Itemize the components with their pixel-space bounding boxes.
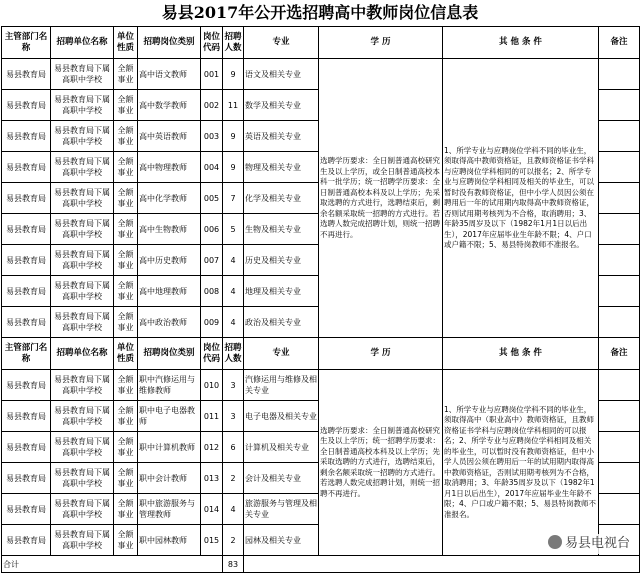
cell-major: 计算机及相关专业 bbox=[244, 432, 319, 463]
header-major: 专业 bbox=[244, 27, 319, 59]
cell-unit: 易县教育局下属高职中学校 bbox=[51, 152, 114, 183]
cell-major: 园林及相关专业 bbox=[244, 525, 319, 556]
education-requirements: 选聘学历要求：全日制普通高校研究生及以上学历，或全日制普通高校本科一批学历；统一招聘学历要求：全日制普通高校本科及以上学历；先采取选聘的方式进行，选聘结束后，剩余名额采取统一招聘的方式进行。若选聘人数完成招聘计划，则统一招聘不再进行。 bbox=[319, 59, 443, 338]
header-row bbox=[2, 27, 640, 59]
header-remark: 备注 bbox=[599, 27, 640, 59]
cell-unit: 易县教育局下属高职中学校 bbox=[51, 370, 114, 401]
cell-count: 9 bbox=[223, 121, 244, 152]
cell-remark bbox=[599, 432, 640, 463]
cell-major: 数学及相关专业 bbox=[244, 90, 319, 121]
cell-major: 汽修运用与维修及相关专业 bbox=[244, 370, 319, 401]
cell-code: 007 bbox=[201, 245, 223, 276]
cell-count: 3 bbox=[223, 401, 244, 432]
header-major: 专业 bbox=[244, 338, 319, 370]
header-code: 岗位代码 bbox=[201, 27, 223, 59]
cell-code: 011 bbox=[201, 401, 223, 432]
cell-remark bbox=[599, 307, 640, 338]
cell-dept: 易县教育局 bbox=[2, 276, 51, 307]
total-label: 合计 bbox=[2, 556, 223, 573]
cell-major: 政治及相关专业 bbox=[244, 307, 319, 338]
cell-count: 6 bbox=[223, 432, 244, 463]
cell-dept: 易县教育局 bbox=[2, 432, 51, 463]
other-conditions: 1、所学专业与应聘岗位学科不同的毕业生，须取得高中（职业高中）教师资格证，且教师资格证书学科与应聘岗位学科相同的可以报名；2、所学专业与应聘岗位学科相同及相关的毕业生，可以暂时没有教师资格证，但中小学人员因公须在聘用后一年的试用期内取得高中教师资格证，否则试用期考核列为不合格，取消聘用；3、年龄35周岁及以下（1982年1月1日以后出生），2017年应届毕业生年龄不限；4、户口或户籍不限；5、易县特岗教师不准报名。 bbox=[443, 370, 599, 556]
cell-category: 高中政治教师 bbox=[138, 307, 201, 338]
cell-remark bbox=[599, 121, 640, 152]
cell-count: 11 bbox=[223, 90, 244, 121]
cell-dept: 易县教育局 bbox=[2, 90, 51, 121]
cell-code: 009 bbox=[201, 307, 223, 338]
cell-dept: 易县教育局 bbox=[2, 370, 51, 401]
cell-dept: 易县教育局 bbox=[2, 245, 51, 276]
cell-dept: 易县教育局 bbox=[2, 401, 51, 432]
cell-nature: 全额事业 bbox=[114, 59, 138, 90]
job-table bbox=[1, 26, 640, 573]
education-requirements: 选聘学历要求：全日制普通高校研究生及以上学历；统一招聘学历要求：全日制普通高校本科及以上学历；先采取选聘的方式进行，选聘结束后，剩余名额采取统一招聘的方式进行。若选聘人数完成招聘计划，则统一招聘不再进行。 bbox=[319, 370, 443, 556]
header-education: 学 历 bbox=[319, 27, 443, 59]
cell-unit: 易县教育局下属高职中学校 bbox=[51, 183, 114, 214]
cell-remark bbox=[599, 59, 640, 90]
cell-category: 职中会计教师 bbox=[138, 463, 201, 494]
cell-major: 会计及相关专业 bbox=[244, 463, 319, 494]
cell-category: 高中物理教师 bbox=[138, 152, 201, 183]
cell-unit: 易县教育局下属高职中学校 bbox=[51, 401, 114, 432]
cell-dept: 易县教育局 bbox=[2, 525, 51, 556]
cell-remark bbox=[599, 463, 640, 494]
cell-category: 高中地理教师 bbox=[138, 276, 201, 307]
cell-nature: 全额事业 bbox=[114, 494, 138, 525]
repeated-header-row bbox=[2, 338, 640, 370]
other-conditions: 1、所学专业与应聘岗位学科不同的毕业生，须取得高中教师资格证，且教师资格证书学科与应聘岗位学科相同的可以报名；2、所学专业与应聘岗位学科相同及相关的毕业生，可以暂时没有教师资格证，但中小学人员因公须在聘用后一年的试用期内取得高中教师资格证，否则试用期考核列为不合格，取消聘用；3、年龄35周岁及以下（1982年1月1日以后出生），2017年应届毕业生年龄不限；4、户口或户籍不限；5、易县特岗教师不准报名。 bbox=[443, 59, 599, 338]
header-dept: 主管部门名称 bbox=[2, 338, 51, 370]
cell-count: 9 bbox=[223, 152, 244, 183]
cell-nature: 全额事业 bbox=[114, 401, 138, 432]
cell-code: 002 bbox=[201, 90, 223, 121]
cell-nature: 全额事业 bbox=[114, 276, 138, 307]
cell-remark bbox=[599, 370, 640, 401]
header-unit: 招聘单位名称 bbox=[51, 338, 114, 370]
cell-category: 高中语文教师 bbox=[138, 59, 201, 90]
cell-unit: 易县教育局下属高职中学校 bbox=[51, 121, 114, 152]
header-unit: 招聘单位名称 bbox=[51, 27, 114, 59]
cell-nature: 全额事业 bbox=[114, 90, 138, 121]
cell-code: 015 bbox=[201, 525, 223, 556]
cell-unit: 易县教育局下属高职中学校 bbox=[51, 432, 114, 463]
cell-category: 职中园林教师 bbox=[138, 525, 201, 556]
total-row bbox=[2, 556, 640, 573]
cell-code: 004 bbox=[201, 152, 223, 183]
cell-unit: 易县教育局下属高职中学校 bbox=[51, 90, 114, 121]
cell-count: 7 bbox=[223, 183, 244, 214]
header-count: 招聘人数 bbox=[223, 338, 244, 370]
header-nature: 单位性质 bbox=[114, 338, 138, 370]
cell-count: 2 bbox=[223, 525, 244, 556]
header-code: 岗位代码 bbox=[201, 338, 223, 370]
cell-major: 化学及相关专业 bbox=[244, 183, 319, 214]
cell-nature: 全额事业 bbox=[114, 245, 138, 276]
header-other: 其 他 条 件 bbox=[443, 27, 599, 59]
cell-code: 014 bbox=[201, 494, 223, 525]
cell-category: 高中生物教师 bbox=[138, 214, 201, 245]
cell-major: 历史及相关专业 bbox=[244, 245, 319, 276]
cell-remark bbox=[599, 245, 640, 276]
cell-category: 职中电子电器教师 bbox=[138, 401, 201, 432]
cell-code: 005 bbox=[201, 183, 223, 214]
cell-nature: 全额事业 bbox=[114, 525, 138, 556]
cell-dept: 易县教育局 bbox=[2, 214, 51, 245]
cell-code: 001 bbox=[201, 59, 223, 90]
cell-code: 008 bbox=[201, 276, 223, 307]
cell-major: 电子电器及相关专业 bbox=[244, 401, 319, 432]
cell-nature: 全额事业 bbox=[114, 183, 138, 214]
cell-nature: 全额事业 bbox=[114, 152, 138, 183]
cell-category: 高中数学教师 bbox=[138, 90, 201, 121]
cell-count: 4 bbox=[223, 245, 244, 276]
cell-major: 生物及相关专业 bbox=[244, 214, 319, 245]
cell-remark bbox=[599, 152, 640, 183]
cell-count: 2 bbox=[223, 463, 244, 494]
cell-remark bbox=[599, 183, 640, 214]
cell-remark bbox=[599, 276, 640, 307]
watermark-text: 易县电视台 bbox=[564, 536, 630, 551]
cell-unit: 易县教育局下属高职中学校 bbox=[51, 525, 114, 556]
cell-remark bbox=[599, 214, 640, 245]
cell-dept: 易县教育局 bbox=[2, 463, 51, 494]
cell-dept: 易县教育局 bbox=[2, 152, 51, 183]
header-education: 学 历 bbox=[319, 338, 443, 370]
header-dept: 主管部门名称 bbox=[2, 27, 51, 59]
cell-category: 职中旅游服务与管理教师 bbox=[138, 494, 201, 525]
cell-remark bbox=[599, 90, 640, 121]
cell-nature: 全额事业 bbox=[114, 432, 138, 463]
table-row bbox=[2, 59, 640, 90]
header-category: 招聘岗位类别 bbox=[138, 27, 201, 59]
cell-dept: 易县教育局 bbox=[2, 183, 51, 214]
cell-category: 职中计算机教师 bbox=[138, 432, 201, 463]
cell-unit: 易县教育局下属高职中学校 bbox=[51, 494, 114, 525]
cell-category: 高中英语教师 bbox=[138, 121, 201, 152]
total-count: 83 bbox=[223, 556, 244, 573]
cell-nature: 全额事业 bbox=[114, 307, 138, 338]
cell-dept: 易县教育局 bbox=[2, 121, 51, 152]
cell-unit: 易县教育局下属高职中学校 bbox=[51, 59, 114, 90]
cell-category: 职中汽修运用与维修教师 bbox=[138, 370, 201, 401]
cell-major: 旅游服务与管理及相关专业 bbox=[244, 494, 319, 525]
header-count: 招聘人数 bbox=[223, 27, 244, 59]
header-category: 招聘岗位类别 bbox=[138, 338, 201, 370]
total-filler bbox=[244, 556, 640, 573]
cell-nature: 全额事业 bbox=[114, 214, 138, 245]
cell-nature: 全额事业 bbox=[114, 370, 138, 401]
cell-dept: 易县教育局 bbox=[2, 59, 51, 90]
header-remark: 备注 bbox=[599, 338, 640, 370]
cell-count: 5 bbox=[223, 214, 244, 245]
cell-count: 4 bbox=[223, 494, 244, 525]
cell-nature: 全额事业 bbox=[114, 121, 138, 152]
cell-dept: 易县教育局 bbox=[2, 494, 51, 525]
header-nature: 单位性质 bbox=[114, 27, 138, 59]
cell-code: 013 bbox=[201, 463, 223, 494]
cell-nature: 全额事业 bbox=[114, 463, 138, 494]
cell-code: 003 bbox=[201, 121, 223, 152]
cell-count: 9 bbox=[223, 59, 244, 90]
cell-unit: 易县教育局下属高职中学校 bbox=[51, 307, 114, 338]
cell-count: 4 bbox=[223, 276, 244, 307]
cell-count: 3 bbox=[223, 370, 244, 401]
cell-code: 010 bbox=[201, 370, 223, 401]
cell-major: 英语及相关专业 bbox=[244, 121, 319, 152]
cell-category: 高中历史教师 bbox=[138, 245, 201, 276]
cell-category: 高中化学教师 bbox=[138, 183, 201, 214]
cell-unit: 易县教育局下属高职中学校 bbox=[51, 214, 114, 245]
cell-remark bbox=[599, 401, 640, 432]
table-row bbox=[2, 370, 640, 401]
cell-count: 4 bbox=[223, 307, 244, 338]
cell-major: 物理及相关专业 bbox=[244, 152, 319, 183]
header-other: 其 他 条 件 bbox=[443, 338, 599, 370]
cell-code: 012 bbox=[201, 432, 223, 463]
cell-dept: 易县教育局 bbox=[2, 307, 51, 338]
wechat-icon bbox=[548, 535, 562, 549]
cell-unit: 易县教育局下属高职中学校 bbox=[51, 245, 114, 276]
cell-major: 语文及相关专业 bbox=[244, 59, 319, 90]
cell-unit: 易县教育局下属高职中学校 bbox=[51, 463, 114, 494]
cell-major: 地理及相关专业 bbox=[244, 276, 319, 307]
cell-remark bbox=[599, 494, 640, 525]
cell-code: 006 bbox=[201, 214, 223, 245]
cell-unit: 易县教育局下属高职中学校 bbox=[51, 276, 114, 307]
page-title: 易县2017年公开选招聘高中教师岗位信息表 bbox=[161, 3, 479, 22]
watermark bbox=[544, 534, 634, 554]
